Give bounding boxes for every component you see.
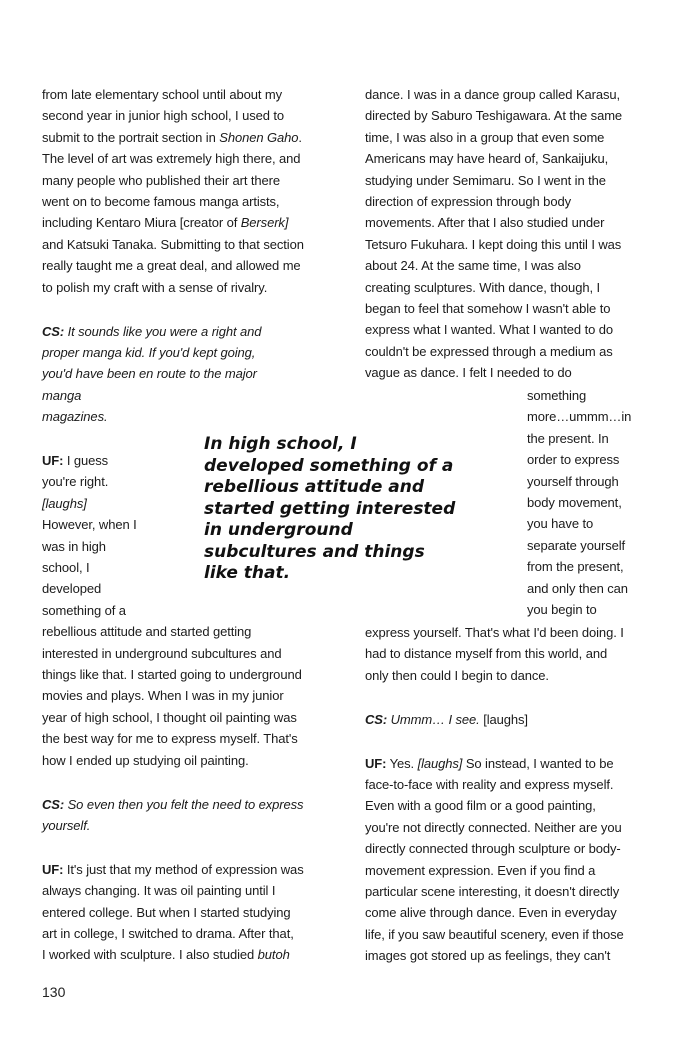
text-run: [laughs] (417, 755, 463, 771)
text-run: particular scene interesting, it doesn't directly (365, 884, 620, 899)
text-run: UF: (42, 861, 64, 877)
text-line (42, 212, 288, 233)
text-line (527, 513, 593, 534)
text-line (42, 880, 275, 901)
text-run: developed (42, 581, 102, 597)
text-run: couldn't be expressed through a medium as (365, 343, 613, 359)
text-line (42, 234, 304, 255)
text-run: creating sculptures. With dance, though, I (365, 279, 600, 295)
text-run: CS: (42, 323, 65, 339)
text-line (365, 838, 621, 859)
text-line (42, 643, 281, 664)
text-run: things like that. I started going to underground (42, 667, 302, 682)
text-run: However, when I (42, 517, 137, 533)
text-run: entered college. But when I started studying (42, 904, 291, 920)
text-run: directed by Saburo Teshigawara. At the same (365, 108, 623, 124)
text-line (365, 105, 622, 126)
text-line (42, 342, 255, 363)
text-line (42, 685, 284, 706)
text-line (42, 578, 101, 599)
text-run: second year in junior high school, I used to (42, 108, 285, 124)
pull-quote-line: started getting interested (204, 498, 456, 519)
text-line (42, 363, 257, 384)
text-line (42, 191, 279, 212)
text-run: butoh (257, 947, 290, 963)
pull-quote-line: in underground (204, 520, 353, 540)
text-run: Yes. (386, 755, 418, 771)
text-run: interested in underground subcultures and (42, 645, 282, 661)
text-line (365, 212, 604, 233)
text-line (527, 471, 619, 492)
text-run: dance. I was in a dance group called Karasu, (365, 87, 621, 102)
text-line (42, 84, 282, 105)
text-run: order to express (527, 452, 620, 468)
text-line (42, 385, 81, 406)
text-run: year of high school, I thought oil painting was (42, 709, 297, 725)
text-line (42, 148, 300, 169)
text-run: the present. In (527, 430, 609, 446)
text-run: time, I was also in a group that even some (365, 129, 605, 145)
text-line (42, 105, 284, 126)
text-run: Americans may have heard of, Sankaijuku, (365, 151, 609, 167)
text-line (365, 191, 571, 212)
text-run: began to feel that somehow I wasn't able to (365, 301, 611, 316)
text-line (365, 255, 581, 276)
text-line (365, 148, 608, 169)
text-line (42, 859, 304, 880)
text-line (527, 535, 625, 556)
text-line (365, 665, 549, 686)
text-line (42, 557, 90, 578)
text-line (42, 255, 301, 276)
text-line (527, 556, 624, 577)
text-run: many people who published their art there (42, 172, 280, 188)
text-run: really taught me a great deal, and allowed me (42, 258, 301, 274)
page-number: 130 (42, 984, 66, 1000)
text-run: about 24. At the same time, I was also (365, 258, 581, 274)
text-run: Ummm… I see. (387, 711, 484, 727)
text-run: proper manga kid. If you'd kept going, (42, 344, 256, 360)
text-run: It sounds like you were a right and (64, 323, 262, 339)
text-run: how I ended up studying oil painting. (42, 752, 249, 768)
text-line (42, 514, 137, 535)
text-run: the best way for me to express myself. That's (42, 731, 298, 747)
text-run: I guess (63, 453, 109, 468)
text-run: something (527, 388, 587, 403)
text-run: you have to (527, 516, 594, 532)
text-line (42, 750, 249, 771)
text-run: you're not directly connected. Neither are you (365, 819, 622, 835)
text-line (365, 170, 606, 191)
text-line (365, 860, 595, 881)
text-line (42, 170, 280, 191)
text-run: direction of expression through body (365, 194, 571, 209)
text-line (527, 449, 619, 470)
text-run: you're right. (42, 474, 109, 490)
text-line (365, 902, 617, 923)
text-run: UF: (365, 755, 387, 771)
text-run: come alive through dance. Even in everyday (365, 905, 617, 921)
pull-quote-line: subcultures and things (204, 541, 425, 562)
text-run: separate yourself (527, 537, 626, 553)
text-run: you'd have been en route to the major (42, 366, 257, 382)
text-run: from the present, (527, 559, 624, 575)
text-line (42, 944, 290, 965)
text-run: CS: (42, 796, 65, 812)
text-line (527, 406, 631, 427)
text-run: CS: (365, 711, 388, 727)
text-run: directly connected through sculpture or body- (365, 841, 621, 857)
text-run: yourself. (42, 817, 91, 833)
text-run: images got stored up as feelings, they can't (365, 948, 611, 964)
pull-quote-line: like that. (204, 563, 291, 583)
text-line (527, 492, 622, 513)
text-run: only then could I begin to dance. (365, 667, 549, 683)
text-run: from late elementary school until about my (42, 87, 283, 102)
text-line (42, 321, 261, 342)
text-line (365, 277, 600, 298)
text-line (42, 902, 291, 923)
text-run: including Kentaro Miura [creator of (42, 215, 241, 231)
text-run: was in high (42, 538, 106, 554)
text-run: body movement, (527, 495, 622, 510)
text-line (42, 471, 108, 492)
text-line (42, 621, 251, 642)
text-run: vague as dance. I felt I needed to do (365, 365, 572, 381)
text-run: more…ummm…in (527, 409, 632, 425)
text-line (365, 817, 622, 838)
text-line (365, 319, 613, 340)
text-line (42, 923, 294, 944)
text-run: movies and plays. When I was in my junior (42, 688, 284, 704)
text-line (42, 707, 297, 728)
pull-quote-line: developed something of a (204, 455, 454, 476)
text-run: So instead, I wanted to be (462, 755, 614, 771)
text-line (365, 234, 621, 255)
text-run: express what I wanted. What I wanted to do (365, 322, 613, 338)
text-run: art in college, I switched to drama. After that, (42, 926, 294, 941)
text-line (42, 728, 298, 749)
text-run: express yourself. That's what I'd been doing. I (365, 625, 624, 640)
text-run: and only then can (527, 580, 628, 596)
text-line (527, 599, 597, 620)
text-run: I worked with sculpture. I also studied (42, 947, 258, 963)
text-run: movements. After that I also studied under (365, 215, 605, 231)
text-line (365, 127, 604, 148)
text-line (365, 362, 572, 383)
text-line (42, 493, 87, 514)
text-run: It's just that my method of expression was (63, 861, 304, 877)
text-line (42, 600, 126, 621)
text-run: life, if you saw beautiful scenery, even if those (365, 926, 624, 942)
pull-quote-line: rebellious attitude and (204, 477, 425, 497)
text-run: school, I (42, 560, 90, 575)
text-run: . (298, 129, 302, 145)
text-run: Tetsuro Fukuhara. I kept doing this until I was (365, 236, 622, 252)
text-run: submit to the portrait section in (42, 129, 220, 145)
text-run: something of a (42, 602, 126, 618)
text-run: Shonen Gaho (219, 129, 299, 145)
text-run: and Katsuki Tanaka. Submitting to that section (42, 236, 304, 252)
text-line (365, 341, 613, 362)
pull-quote (204, 434, 504, 585)
text-run: UF: (42, 453, 64, 468)
text-line (365, 945, 610, 966)
text-line (527, 428, 609, 449)
text-run: had to distance myself from this world, and (365, 646, 608, 662)
text-run: you begin to (527, 602, 597, 617)
text-run: The level of art was extremely high there, and (42, 151, 301, 167)
text-line (42, 794, 303, 815)
text-line (365, 622, 624, 643)
text-line (42, 536, 106, 557)
text-run: magazines. (42, 409, 108, 425)
text-line (42, 406, 107, 427)
text-line (365, 643, 607, 664)
text-line (365, 795, 596, 816)
text-run: [laughs] (483, 711, 528, 727)
text-line (365, 84, 620, 105)
text-run: movement expression. Even if you find a (365, 862, 596, 878)
text-run: yourself through (527, 473, 619, 489)
text-line (42, 127, 302, 148)
text-run: rebellious attitude and started getting (42, 624, 252, 640)
text-line (42, 664, 302, 685)
text-run: always changing. It was oil painting until I (42, 883, 276, 899)
text-run: studying under Semimaru. So I went in the (365, 172, 606, 188)
text-line (365, 753, 614, 774)
text-run: went on to become famous manga artists, (42, 194, 280, 209)
text-run: to polish my craft with a sense of rivalry. (42, 279, 268, 295)
text-line (365, 298, 610, 319)
text-line (42, 277, 267, 298)
text-run: face-to-face with reality and express myself. (365, 777, 614, 792)
text-run: Even with a good film or a good painting, (365, 798, 596, 814)
text-line (365, 774, 613, 795)
text-line (365, 881, 619, 902)
text-run: Berserk] (240, 215, 289, 231)
text-line (527, 578, 628, 599)
text-line (42, 450, 108, 471)
text-run: manga (42, 387, 82, 403)
text-line (527, 385, 586, 406)
text-run: [laughs] (42, 495, 87, 511)
pull-quote-line: In high school, I (204, 434, 357, 454)
text-line (42, 815, 90, 836)
text-line (365, 709, 528, 730)
text-line (365, 924, 624, 945)
text-run: So even then you felt the need to express (64, 796, 304, 812)
